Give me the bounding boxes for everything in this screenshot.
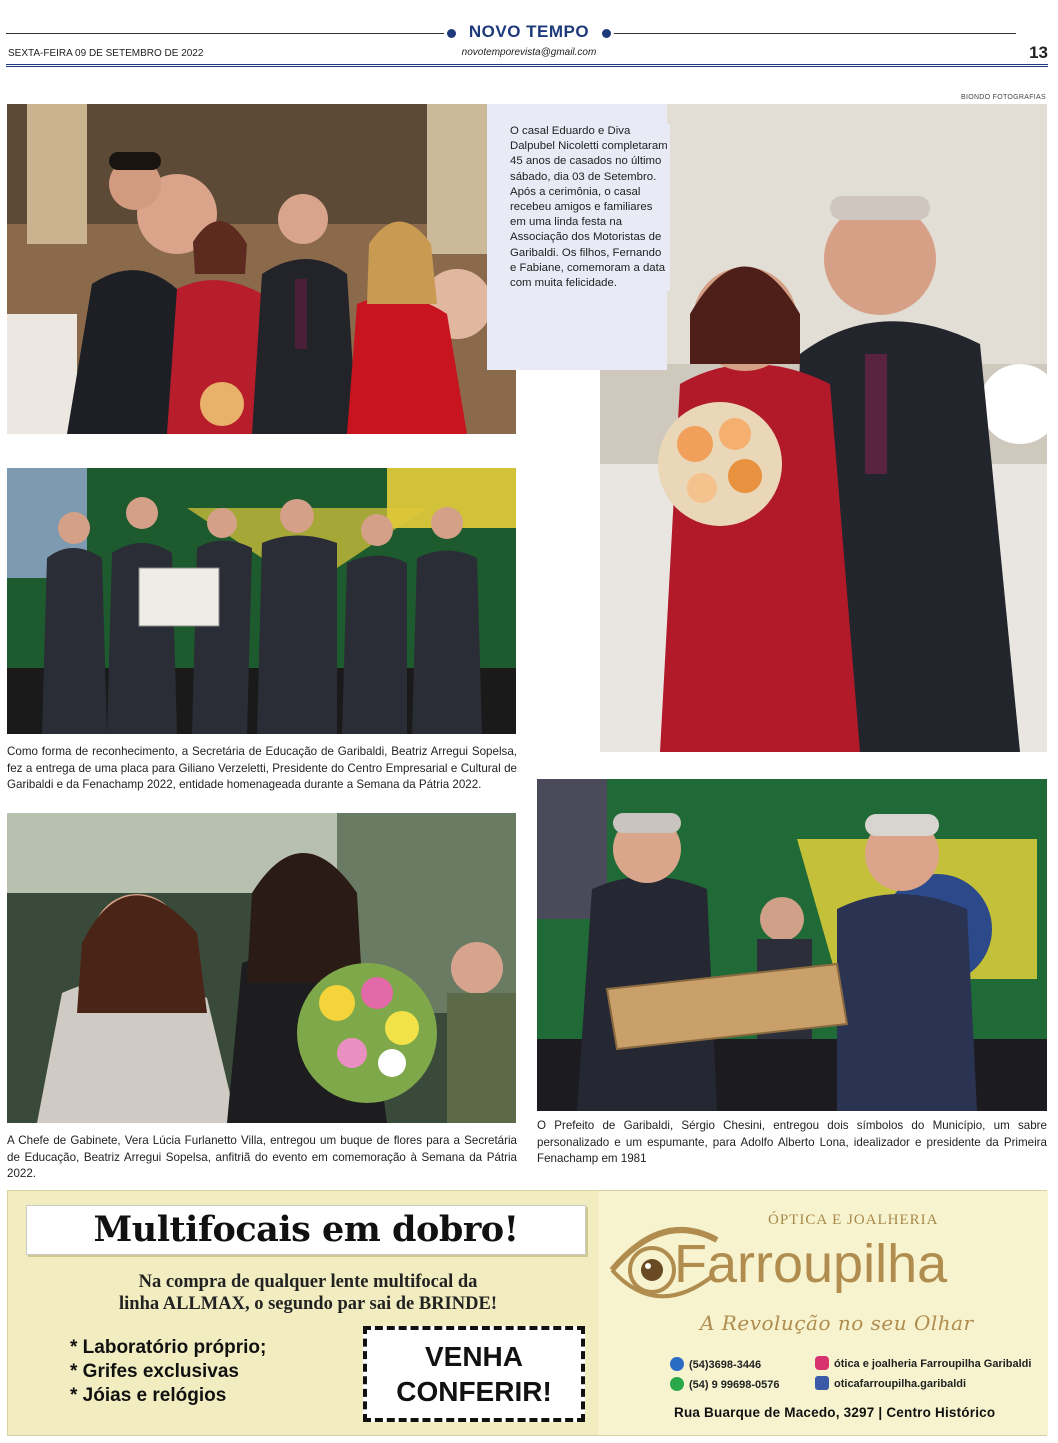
flowers-caption: A Chefe de Gabinete, Vera Lúcia Furlanetto Villa, entregou um buque de flores para a Secretária de Educação, Beatriz Arregui Sopelsa, anfitriã do evento em comemoração à Semana da Pátria 2022. <box>7 1134 517 1180</box>
store-address: Rua Buarque de Macedo, 3297 | Centro Histórico <box>674 1405 996 1420</box>
phone-icon <box>670 1357 684 1371</box>
ad-offer-line-2: linha ALLMAX, o segundo par sai de BRINDE! <box>119 1294 497 1314</box>
whatsapp-number: (54) 9 99698-0576 <box>689 1379 780 1391</box>
ad-bullet-item: * Laboratório próprio; <box>70 1337 267 1358</box>
anniversary-caption: O casal Eduardo e Diva Dalpubel Nicoletti completaram 45 anos de casados no último sábado, dia 03 de Setembro. Após a cerimônia, o casal recebeu amigos e familiares em uma linda festa na Associação dos Motoristas de Garibaldi. Os filhos, Fernando e Fabiane, comemoram a data com muita felicidade. <box>510 124 670 291</box>
ad-cta-text[interactable] <box>363 1339 585 1409</box>
facebook-handle: oticafarroupilha.garibaldi <box>834 1378 967 1390</box>
phone-number: (54)3698-3446 <box>689 1359 762 1371</box>
issue-date: SEXTA-FEIRA 09 DE SETEMBRO DE 2022 <box>8 48 204 59</box>
header-rule-bottom <box>6 64 1048 67</box>
publication-title: NOVO TEMPO <box>468 22 590 41</box>
whatsapp-contact[interactable] <box>670 1377 780 1391</box>
facebook-contact[interactable] <box>815 1376 966 1390</box>
ad-bullet-item: * Grifes exclusivas <box>70 1361 239 1382</box>
photo-flower-bouquet <box>7 813 516 1123</box>
contact-email: novotemporevista@gmail.com <box>461 47 597 58</box>
brand-slogan: A Revolução no seu Olhar <box>700 1311 974 1335</box>
header-dot-right <box>602 29 611 38</box>
instagram-icon <box>815 1356 829 1370</box>
whatsapp-icon <box>670 1377 684 1391</box>
saber-caption: O Prefeito de Garibaldi, Sérgio Chesini, entregou dois símbolos do Município, um sabre personalizado e um espumante, para Adolfo Alberto Lona, idealizador e presidente da Primeira Fenachamp em 1981 <box>537 1119 1047 1165</box>
photo-credit: BIONDO FOTOGRAFIAS <box>960 94 1046 101</box>
photo-plaque-ceremony <box>7 468 516 734</box>
ad-cta-line-1: VENHA <box>424 1341 523 1372</box>
instagram-handle: ótica e joalheria Farroupilha Garibaldi <box>834 1358 1032 1370</box>
ad-cta-line-2: CONFERIR! <box>396 1376 552 1407</box>
ad-bullet-list <box>70 1336 266 1408</box>
header-rule-right <box>614 33 1016 34</box>
photo-family-group <box>7 104 516 434</box>
brand-name: Farroupilha <box>674 1234 948 1294</box>
ad-bullet-item: * Jóias e relógios <box>70 1385 227 1406</box>
facebook-icon <box>815 1376 829 1390</box>
phone-contact[interactable] <box>670 1357 761 1371</box>
ad-offer-line-1: Na compra de qualquer lente multifocal da <box>138 1272 478 1292</box>
plaque-caption: Como forma de reconhecimento, a Secretária de Educação de Garibaldi, Beatriz Arregui Sopelsa, fez a entrega de uma placa para Giliano Verzeletti, Presidente do Centro Empresarial e Cultural de Garibaldi e da Fenachamp 2022, entidade homenageada durante a Semana da Pátria 2022. <box>7 745 517 791</box>
masthead <box>0 0 1058 70</box>
page-number: 13 <box>1029 43 1048 62</box>
ad-headline: Multifocais em dobro! <box>93 1209 519 1250</box>
brand-subtitle: ÓPTICA E JOALHERIA <box>768 1212 939 1228</box>
ad-offer <box>28 1271 588 1315</box>
instagram-contact[interactable] <box>815 1356 1031 1370</box>
photo-saber-gift <box>537 779 1047 1111</box>
